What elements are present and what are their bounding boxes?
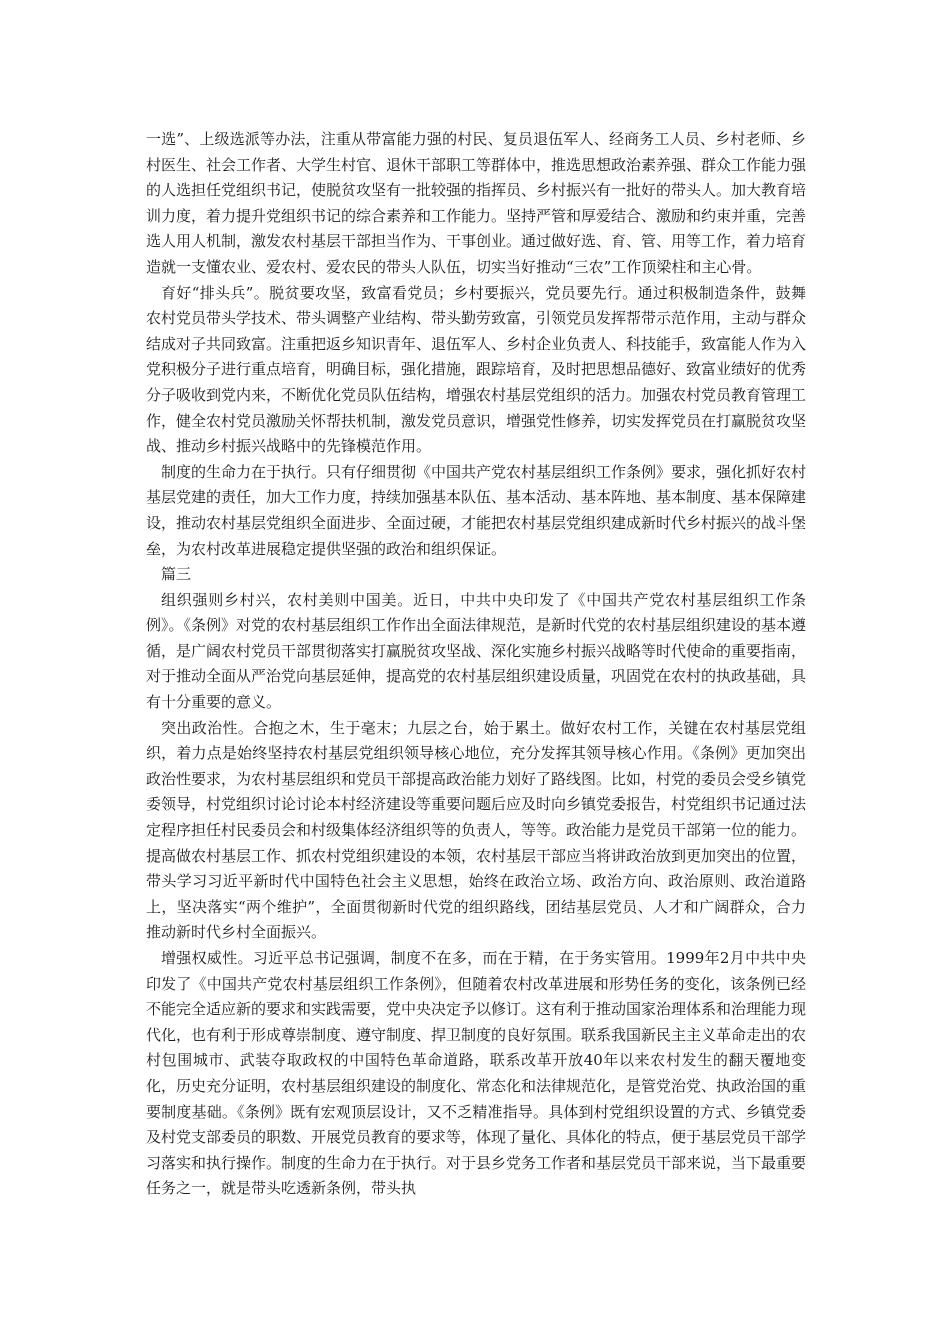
- paragraph-continuation: 一选”、上级选派等办法，注重从带富能力强的村民、复员退伍军人、经商务工人员、乡村老师、乡村医生、社会工作者、大学生村官、退休干部职工等群体中，推选思想政治素养强、群众工作能力强的人选担任党组织书记，使脱贫攻坚有一批较强的指挥员、乡村振兴有一批好的带头人。加大教育培训力度，着力提升党组织书记的综合素养和工作能力。坚持严管和厚爱结合、激励和约束并重，完善选人用人机制，激发农村基层干部担当作为、干事创业。通过做好选、育、管、用等工作，着力培育造就一支懂农业、爱农村、爱农民的带头人队伍，切实当好推动“三农”工作顶梁柱和主心骨。: [146, 130, 807, 276]
- document-body: [146, 127, 806, 1202]
- paragraph-tuchu-zhengzhixing: 突出政治性。合抱之木，生于毫末；九层之台，始于累土。做好农村工作，关键在农村基层党组织，着力点是始终坚持农村基层党组织领导核心地位，充分发挥其领导核心作用。《条例》更加突出政治性要求，为农村基层组织和党员干部提高政治能力划好了路线图。比如，村党的委员会受乡镇党委领导，村党组织讨论讨论本村经济建设等重要问题后应及时向乡镇党委报告，村党组织书记通过法定程序担任村民委员会和村级集体经济组织等的负责人，等等。政治能力是党员干部第一位的能力。提高做农村基层工作、抓农村党组织建设的本领，农村基层干部应当将讲政治放到更加突出的位置，带头学习习近平新时代中国特色社会主义思想，始终在政治立场、政治方向、政治原则、政治道路上，坚决落实“两个维护”，全面贯彻新时代党的组织路线，团结基层党员、人才和广阔群众，合力推动新时代乡村全面振兴。: [146, 718, 807, 942]
- paragraph-pai-tou-bing: 育好“排头兵”。脱贫要攻坚，致富看党员；乡村要振兴，党员要先行。通过积极制造条件，鼓舞农村党员带头学技术、带头调整产业结构、带头勤劳致富，引领党员发挥帮带示范作用，主动与群众结成对子共同致富。注重把返乡知识青年、退伍军人、乡村企业负责人、科技能手，致富能人作为入党积极分子进行重点培育，明确目标，强化措施，跟踪培育，及时把思想品德好、致富业绩好的优秀分子吸收到党内来，不断优化党员队伍结构，增强农村基层党组织的活力。加强农村党员教育管理工作，健全农村党员激励关怀帮扶机制，激发党员意识，增强党性修养，切实发挥党员在打赢脱贫攻坚战、推动乡村振兴战略中的先锋模范作用。: [146, 283, 807, 456]
- paragraph-zuzhi-qiang: 组织强则乡村兴，农村美则中国美。近日，中共中央印发了《中国共产党农村基层组织工作条例》。《条例》对党的农村基层组织工作作出全面法律规范，是新时代党的农村基层组织建设的基本遵循，是广阔农村党员干部贯彻落实打赢脱贫攻坚战、深化实施乡村振兴战略等时代使命的重要指南，对于推动全面从严治党向基层延伸，提高党的农村基层组织建设质量，巩固党在农村的执政基础，具有十分重要的意义。: [146, 590, 807, 712]
- paragraph-zhidu-shengmingli: 制度的生命力在于执行。只有仔细贯彻《中国共产党农村基层组织工作条例》要求，强化抓好农村基层党建的责任，加大工作力度，持续加强基本队伍、基本活动、基本阵地、基本制度、基本保障建设，推动农村基层党组织全面进步、全面过硬，才能把农村基层党组织建成新时代乡村振兴的战斗堡垒，为农村改革进展稳定提供坚强的政治和组织保证。: [146, 462, 807, 558]
- paragraph-zengqiang-quanweixing: 增强权威性。习近平总书记强调，制度不在多，而在于精，在于务实管用。1999年2月中共中央印发了《中国共产党农村基层组织工作条例》，但随着农村改革进展和形势任务的变化，该条例已经不能完全适应新的要求和实践需要，党中央决定予以修订。这有利于推动国家治理体系和治理能力现代化，也有利于形成尊崇制度、遵守制度、捍卫制度的良好氛围。联系我国新民主主义革命走出的农村包围城市、武装夺取政权的中国特色革命道路，联系改革开放40年以来农村发生的翻天覆地变化，历史充分证明，农村基层组织建设的制度化、常态化和法律规范化，是管党治党、执政治国的重要制度基础。《条例》既有宏观顶层设计，又不乏精准指导。具体到村党组织设置的方式、乡镇党委及村党支部委员的职数、开展党员教育的要求等，体现了量化、具体化的特点，便于基层党员干部学习落实和执行操作。制度的生命力在于执行。对于县乡党务工作者和基层党员干部来说，当下最重要任务之一，就是带头吃透新条例，带头执: [146, 949, 807, 1198]
- section-heading-pian-san: 篇三: [161, 565, 192, 584]
